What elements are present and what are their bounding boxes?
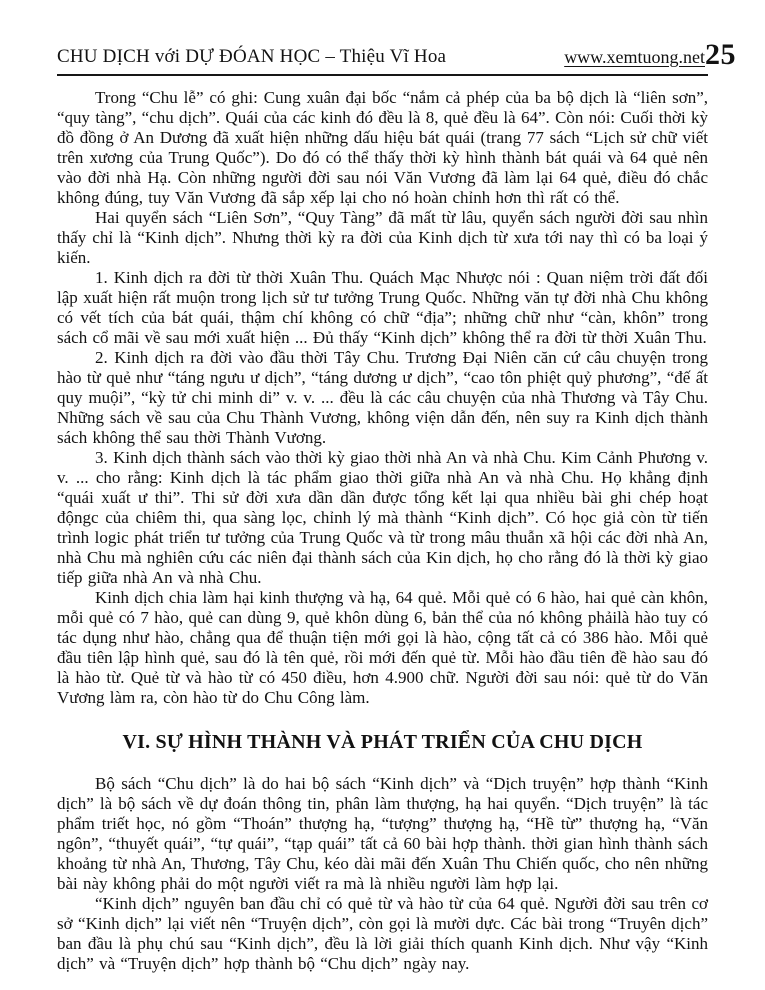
page-number: 25 — [705, 38, 736, 71]
page-header — [57, 38, 736, 76]
paragraph-2: Hai quyển sách “Liên Sơn”, “Quy Tàng” đã mất từ lâu, quyển sách người đời sau nhìn thấy chỉ là “Kinh dịch”. Nhưng thời kỳ ra đời của Kinh dịch từ xưa tới nay thì có ba loại ý kiến. — [57, 207, 708, 267]
paragraph-1: Trong “Chu lễ” có ghi: Cung xuân đại bốc “nắm cả phép của ba bộ dịch là “liên sơn”, “quy tàng”, “chu dịch”. Quái của các kinh đó đều là 8, quẻ đều là 64”. Còn nói: Cuối thời kỳ đồ đồng ở An Dương đã xuất hiện những dấu hiệu bát quái (trang 77 sách “Lịch sử chữ viết trên xương của Trung Quốc”). Do đó có thể thấy thời kỳ hình thành bát quái và 64 quẻ nên vào đời nhà Hạ. Còn những người đời sau nói Văn Vương đã làm lại 64 quẻ, điều đó chắc không đúng, tuy Văn Vương đã sắp xếp lại cho nó hoàn chỉnh hơn thì rất có thể. — [57, 87, 708, 207]
section-paragraph-2: “Kinh dịch” nguyên ban đầu chỉ có quẻ từ và hào từ của 64 quẻ. Người đời sau trên cơ sở “Kinh dịch” lại viết nên “Truyện dịch”, còn gọi là mười dực. Các bài trong “Truyên dịch” ban đầu là phụ chú sau “Kinh dịch”, đều là lời giải thích quanh Kinh dịch. Như vậy “Kinh dịch” và “Truyện dịch” hợp thành bộ “Chu dịch” ngày nay. — [57, 893, 708, 973]
book-title: CHU DỊCH với DỰ ĐÓAN HỌC – Thiệu Vĩ Hoa — [57, 45, 447, 67]
page-body — [57, 76, 708, 974]
paragraph-6: Kinh dịch chia làm hại kinh thượng và hạ, 64 quẻ. Mỗi quẻ có 6 hào, hai quẻ càn khôn, mỗi quẻ có 7 hào, quẻ can dùng 9, quẻ khôn dùng 6, bản thể của nó không phảilà hào tuy có tác dụng như hào, chẳng qua để thuận tiện mới gọi là hào, cộng tất cả có 386 hào. Mỗi quẻ đầu tiên lập hình quẻ, sau đó là tên quẻ, rồi mới đến quẻ từ. Mỗi hào đầu tiên đề hào sau đó là hào từ. Quẻ từ và hào từ có 450 điều, hơn 4.900 chữ. Người đời sau nói: quẻ từ do Văn Vương làm ra, còn hào từ do Chu Công làm. — [57, 587, 708, 707]
paragraph-5: 3. Kinh dịch thành sách vào thời kỳ giao thời nhà An và nhà Chu. Kim Cảnh Phương v. v. ... cho rằng: Kinh dịch là tác phẩm giao thời giữa nhà An và nhà Chu. Họ khẳng định “quái xuất ư thi”. Thi sử đời xưa dần dần được tổng kết lại qua nhiều bài ghi chép hoạt độngc của chiêm thi, qua sàng lọc, chỉnh lý mà thành “Kinh dịch”. Có học giả còn từ tiến trình logic phát triển tư tưởng của Trung Quốc và từ trong mâu thuẫn xã hội các đời nhà An, nhà Chu mà nghiên cứu các niên đại thành sách của Kin dịch, họ cho rằng đó là thời kỳ giao tiếp giữa nhà An và nhà Chu. — [57, 447, 708, 587]
section-paragraph-1: Bộ sách “Chu dịch” là do hai bộ sách “Kinh dịch” và “Dịch truyện” hợp thành “Kinh dịch” là bộ sách về dự đoán thông tin, phân làm thượng, hạ hai quyển. “Dịch truyện” là tác phẩm triết học, nó gồm “Thoán” thượng hạ, “tượng” thượng hạ, “Hề từ” thượng hạ, “Văn ngôn”, “thuyết quái”, “tự quái”, “tạp quái” tất cả 60 bài hợp thành. thời gian hình thành sách khoảng từ nhà An, Thương, Tây Chu, kéo dài mãi đến Xuân Thu Chiến quốc, cho nên những bài này không phải do một người viết ra mà là nhiều người làm hợp lại. — [57, 773, 708, 893]
paragraph-4: 2. Kinh dịch ra đời vào đầu thời Tây Chu. Trương Đại Niên căn cứ câu chuyện trong hào từ quẻ như “táng ngưu ư dịch”, “táng dương ư dịch”, “cao tôn phiệt quỷ phương”, “đế ất quy muội”, “kỳ tử chi minh di” v. v. ... đều là các câu chuyện của nhà Thương và Tây Chu. Những sách về sau của Chu Thành Vương, không viện dẫn đến, nên suy ra Kinh dịch thành sách không thể sau thời Thành Vương. — [57, 347, 708, 447]
section-heading: VI. SỰ HÌNH THÀNH VÀ PHÁT TRIỂN CỦA CHU DỊCH — [122, 730, 643, 753]
paragraph-3: 1. Kinh dịch ra đời từ thời Xuân Thu. Quách Mạc Nhược nói : Quan niệm trời đất đối lập xuất hiện rất muộn trong lịch sử tư tưởng Trung Quốc. Những văn tự đời nhà Chu không có vết tích của bát quái, thậm chí không có chữ “địa”; những chữ như “càn, khôn” trong sách cổ mãi về sau mới xuất hiện ... Đủ thấy “Kinh dịch” không thể ra đời từ thời Xuân Thu. — [57, 267, 708, 347]
site-url-link[interactable]: www.xemtuong.net — [564, 46, 705, 67]
